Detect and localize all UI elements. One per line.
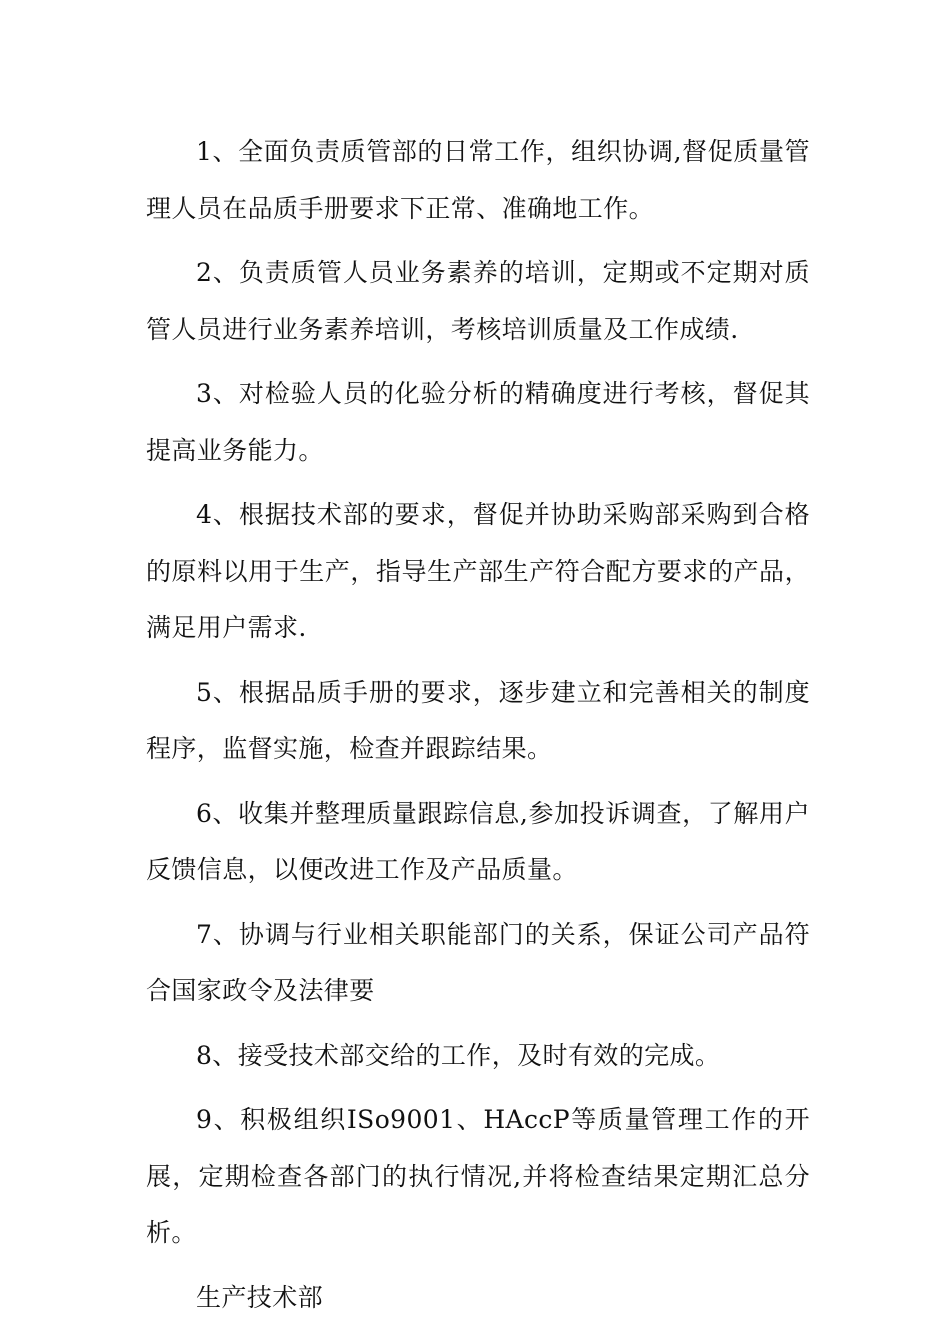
paragraph-duty-5: 5、根据品质手册的要求，逐步建立和完善相关的制度程序，监督实施，检查并跟踪结果。 [146, 677, 810, 763]
paragraph-duty-2: 2、负责质管人员业务素养的培训，定期或不定期对质管人员进行业务素养培训，考核培训质量及工作成绩. [146, 258, 810, 344]
paragraph-duty-6: 6、收集并整理质量跟踪信息,参加投诉调查，了解用户反馈信息，以便改进工作及产品质量。 [146, 798, 810, 884]
paragraph-duty-1: 1、全面负责质管部的日常工作，组织协调,督促质量管理人员在品质手册要求下正常、准确地工作。 [146, 137, 810, 223]
paragraph-duty-7: 7、协调与行业相关职能部门的关系，保证公司产品符合国家政令及法律要 [146, 919, 810, 1005]
paragraph-duty-3: 3、对检验人员的化验分析的精确度进行考核，督促其提高业务能力。 [146, 379, 810, 465]
paragraph-duty-4: 4、根据技术部的要求，督促并协助采购部采购到合格的原料以用于生产，指导生产部生产符合配方要求的产品，满足用户需求. [146, 500, 810, 642]
paragraph-duty-8: 8、接受技术部交给的工作，及时有效的完成。 [196, 1040, 721, 1070]
document-page [146, 124, 810, 1326]
paragraph-duty-9: 9、积极组织ISo9001、HAccP等质量管理工作的开展，定期检查各部门的执行情况,并将检查结果定期汇总分析。 [146, 1105, 810, 1247]
section-heading: 生产技术部 [196, 1282, 324, 1312]
